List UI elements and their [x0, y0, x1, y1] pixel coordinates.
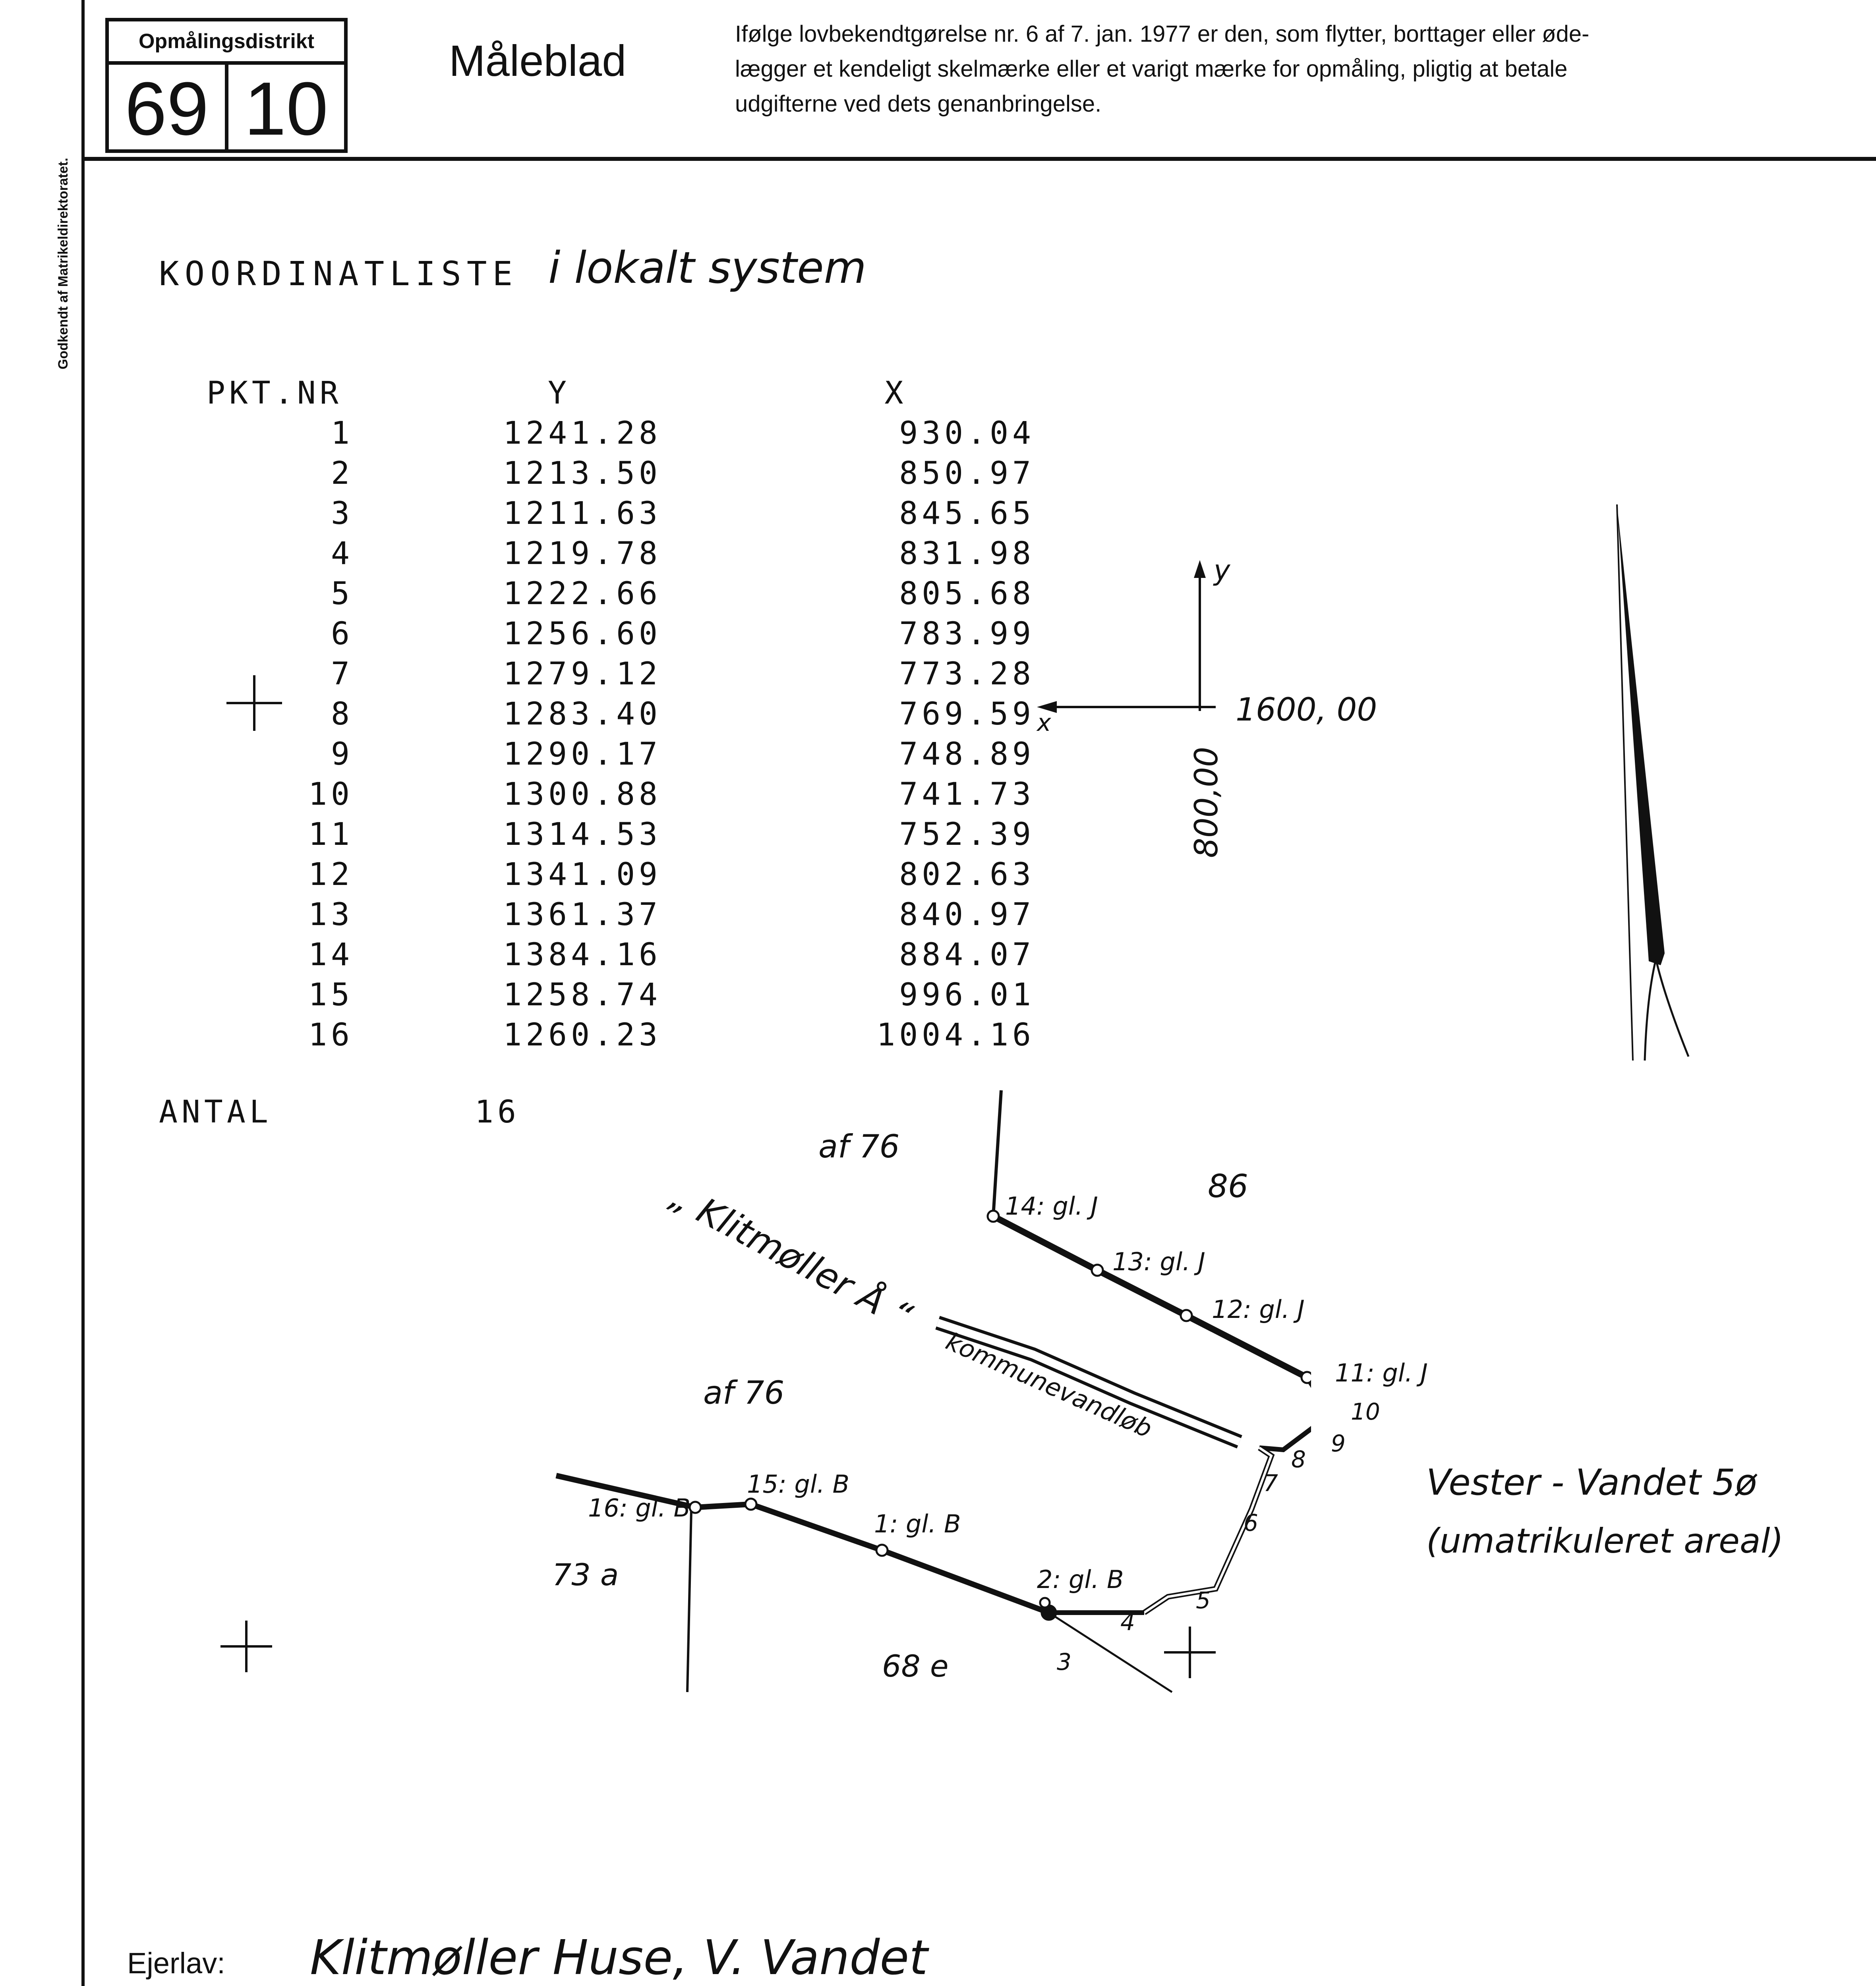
coord-y: 1361.37	[503, 897, 661, 933]
grid-cross-1	[226, 675, 282, 731]
point-number: 8	[331, 696, 354, 732]
coordinate-row	[207, 614, 1035, 654]
coord-x: 783.99	[899, 616, 1035, 652]
coord-x: 773.28	[899, 656, 1035, 692]
col-header-y: Y	[548, 375, 571, 411]
coord-x: 752.39	[899, 817, 1035, 852]
legal-notice-line-1: Ifølge lovbekendtgørelse nr. 6 af 7. jan. 1977 er den, som flytter, borttager eller øde-	[735, 21, 1590, 47]
coord-x: 769.59	[899, 696, 1035, 732]
label-point-3: 3	[1057, 1648, 1071, 1675]
coord-y: 1341.09	[503, 857, 661, 893]
point-number: 4	[331, 536, 354, 572]
coordinate-row	[207, 975, 1035, 1015]
map-af76-mid: af 76	[703, 1374, 785, 1411]
coord-y: 1213.50	[503, 456, 661, 491]
label-point-16: 16: gl. B	[588, 1493, 691, 1522]
map-af76-top: af 76	[818, 1128, 900, 1165]
coordinate-row	[207, 654, 1035, 694]
north-arrow	[1605, 504, 1692, 1076]
coordinate-row	[207, 454, 1035, 494]
label-point-14: 14: gl. J	[1005, 1192, 1098, 1221]
label-point-10: 10	[1351, 1398, 1380, 1425]
coord-y: 1211.63	[503, 496, 661, 531]
coordlist-title: KOORDINATLISTE	[159, 254, 518, 293]
coordinate-row	[207, 694, 1035, 734]
point-number: 7	[331, 656, 354, 692]
label-point-4: 4	[1120, 1609, 1135, 1636]
coordinate-row	[207, 494, 1035, 534]
district-label: Opmålingsdistrikt	[109, 21, 344, 65]
coord-x: 840.97	[899, 897, 1035, 933]
left-margin-line	[81, 0, 85, 1986]
coordinate-row	[207, 815, 1035, 855]
page-title: Måleblad	[449, 37, 627, 85]
point-number: 13	[308, 897, 354, 933]
label-point-11: 11: gl. J	[1335, 1358, 1428, 1387]
legal-notice	[735, 17, 1847, 122]
map-kommunevandlob: kommunevandløb	[942, 1327, 1157, 1444]
col-header-pkt: PKT.NR	[207, 375, 342, 411]
axis-y-label: y	[1214, 554, 1230, 587]
district-number-a: 69	[109, 65, 228, 153]
coordinate-table	[207, 373, 1035, 1055]
district-box	[105, 18, 348, 153]
coord-x: 805.68	[899, 576, 1035, 612]
label-point-2: 2: gl. B	[1037, 1565, 1124, 1594]
grid-cross-2	[220, 1621, 272, 1672]
count-label: ANTAL	[159, 1094, 272, 1130]
point-number: 10	[308, 777, 354, 812]
coord-y: 1283.40	[503, 696, 661, 732]
label-point-12: 12: gl. J	[1212, 1295, 1305, 1324]
point-number: 9	[331, 736, 354, 772]
coord-x: 996.01	[899, 977, 1035, 1013]
coord-y: 1290.17	[503, 736, 661, 772]
coordinate-row	[207, 734, 1035, 775]
coordlist-subtitle: i lokalt system	[548, 242, 866, 293]
legal-notice-line-2: lægger et kendeligt skelmærke eller et varigt mærke for opmåling, pligtig at betale	[735, 56, 1568, 82]
coord-y: 1241.28	[503, 415, 661, 451]
header-rule	[81, 157, 1876, 161]
coord-y: 1219.78	[503, 536, 661, 572]
axis-x-label: x	[1037, 709, 1051, 737]
coordinate-rows	[207, 413, 1035, 1055]
margin-approval-text: Godkendt af Matrikeldirektoratet.	[56, 158, 71, 369]
point-number: 14	[308, 937, 354, 973]
coord-y: 1256.60	[503, 616, 661, 652]
ejerlav-label: Ejerlav:	[127, 1947, 225, 1980]
count-value: 16	[475, 1094, 520, 1130]
map-parcel-68e: 68 e	[882, 1648, 949, 1684]
coordinate-row	[207, 895, 1035, 935]
label-point-6: 6	[1244, 1509, 1258, 1536]
ejerlav-value: Klitmøller Huse, V. Vandet	[310, 1930, 928, 1986]
axis-x-value: 800,00	[1188, 747, 1225, 858]
coordinate-row	[207, 413, 1035, 454]
parcel-map	[516, 1072, 1311, 1728]
map-vester-vandet: Vester - Vandet 5ø	[1426, 1462, 1757, 1503]
coord-x: 850.97	[899, 456, 1035, 491]
coordinate-row	[207, 855, 1035, 895]
point-number: 12	[308, 857, 354, 893]
coordinate-row	[207, 935, 1035, 975]
point-number: 16	[308, 1017, 354, 1053]
point-number: 5	[331, 576, 354, 612]
label-point-9: 9	[1331, 1430, 1346, 1457]
label-point-1: 1: gl. B	[874, 1509, 961, 1538]
coord-y: 1300.88	[503, 777, 661, 812]
coord-y: 1258.74	[503, 977, 661, 1013]
axis-indicator	[1033, 556, 1216, 747]
axis-y-value: 1600, 00	[1236, 691, 1377, 728]
coord-x: 748.89	[899, 736, 1035, 772]
label-point-8: 8	[1291, 1446, 1306, 1473]
coord-x: 930.04	[899, 415, 1035, 451]
coord-x: 741.73	[899, 777, 1035, 812]
label-point-5: 5	[1196, 1587, 1211, 1614]
map-stream-name: „ Klitmøller Å “	[663, 1176, 919, 1338]
coordinate-row	[207, 574, 1035, 614]
legal-notice-line-3: udgifterne ved dets genanbringelse.	[735, 91, 1102, 117]
coordinate-row	[207, 534, 1035, 574]
coord-x: 884.07	[899, 937, 1035, 973]
coord-x: 831.98	[899, 536, 1035, 572]
point-number: 2	[331, 456, 354, 491]
coordinate-row	[207, 775, 1035, 815]
coord-y: 1222.66	[503, 576, 661, 612]
coord-x: 845.65	[899, 496, 1035, 531]
coordinate-row	[207, 1015, 1035, 1055]
label-point-7: 7	[1263, 1470, 1278, 1497]
point-number: 3	[331, 496, 354, 531]
map-parcel-86: 86	[1208, 1168, 1248, 1205]
coord-y: 1279.12	[503, 656, 661, 692]
label-point-13: 13: gl. J	[1112, 1247, 1205, 1276]
point-number: 1	[331, 415, 354, 451]
coord-x: 802.63	[899, 857, 1035, 893]
point-number: 6	[331, 616, 354, 652]
coord-y: 1384.16	[503, 937, 661, 973]
col-header-x: X	[884, 375, 907, 411]
point-number: 11	[308, 817, 354, 852]
map-parcel-73a: 73 a	[552, 1557, 619, 1592]
point-number: 15	[308, 977, 354, 1013]
map-umatrikuleret: (umatrikuleret areal)	[1426, 1521, 1784, 1561]
district-number-b: 10	[244, 67, 328, 151]
coord-y: 1314.53	[503, 817, 661, 852]
coord-x: 1004.16	[876, 1017, 1035, 1053]
label-point-15: 15: gl. B	[747, 1470, 850, 1499]
coord-y: 1260.23	[503, 1017, 661, 1053]
